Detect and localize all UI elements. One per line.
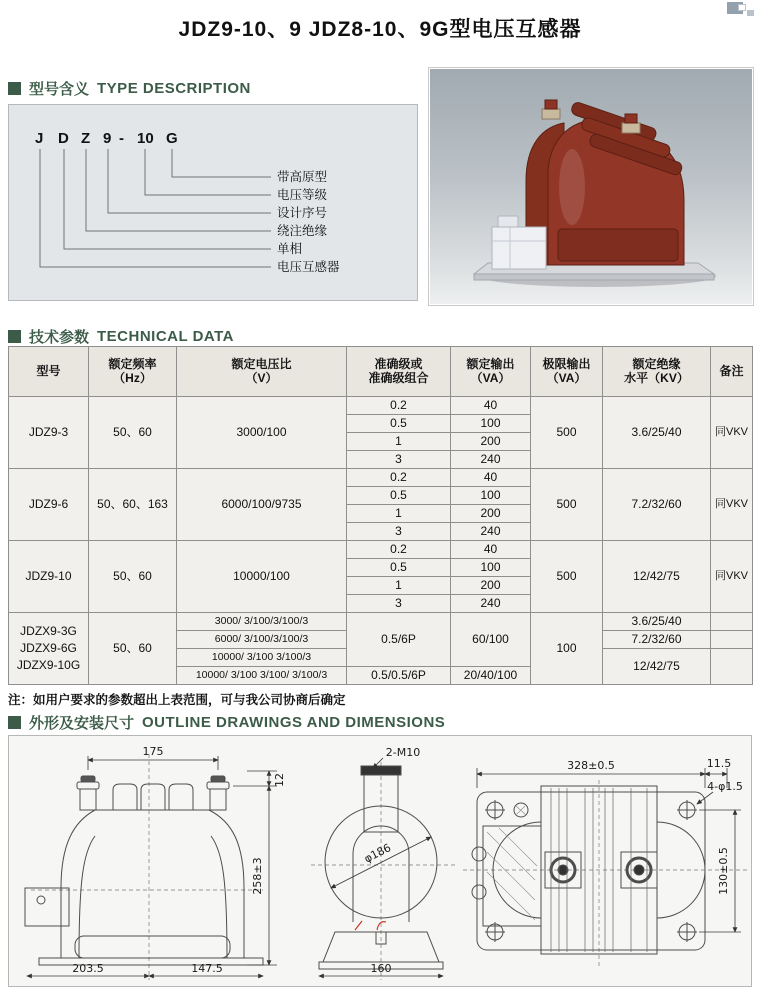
cell-output: 240 xyxy=(451,451,531,469)
cell-accuracy: 0.5 xyxy=(347,487,451,505)
type-connector-lines xyxy=(9,105,417,300)
cell-accuracy: 0.2 xyxy=(347,397,451,415)
cell-output: 200 xyxy=(451,577,531,595)
table-note: 注：如用户要求的参数超出上表范围，可与我公司协商后确定 xyxy=(8,693,346,707)
type-label: 电压等级 xyxy=(277,188,328,202)
type-label: 带高原型 xyxy=(277,170,328,184)
cell-accuracy: 1 xyxy=(347,577,451,595)
table-row xyxy=(9,541,753,559)
col-output: 额定输出 （VA） xyxy=(451,347,531,397)
cell-model: JDZ9-3 xyxy=(9,397,89,469)
cell-limit: 500 xyxy=(531,469,603,541)
type-label: 设计序号 xyxy=(277,206,328,220)
cell-accuracy: 0.2 xyxy=(347,469,451,487)
cell-insulation: 3.6/25/40 xyxy=(603,397,711,469)
section-title-en: TYPE DESCRIPTION xyxy=(97,80,251,97)
section-technical-data xyxy=(8,326,234,347)
cell-ratio: 3000/100 xyxy=(177,397,347,469)
col-accuracy: 准确级或 准确级组合 xyxy=(347,347,451,397)
dim-edge: 11.5 xyxy=(706,757,732,770)
cell-model: JDZ9-10 xyxy=(9,541,89,613)
cell-ratio: 6000/100/9735 xyxy=(177,469,347,541)
cell-accuracy: 3 xyxy=(347,451,451,469)
drawing-front-view xyxy=(303,740,463,983)
outline-drawings-box xyxy=(8,735,752,987)
type-label: 单相 xyxy=(277,242,303,256)
section-outline-dimensions xyxy=(8,712,445,733)
cell-accuracy: 0.5 xyxy=(347,559,451,577)
cell-output: 240 xyxy=(451,595,531,613)
cell-insulation: 12/42/75 xyxy=(603,541,711,613)
cell-output: 200 xyxy=(451,505,531,523)
type-code-char: J xyxy=(35,130,44,147)
cell-accuracy: 1 xyxy=(347,433,451,451)
cell-output: 100 xyxy=(451,559,531,577)
table-row xyxy=(9,469,753,487)
cell-output: 100 xyxy=(451,487,531,505)
dim-length: 328±0.5 xyxy=(567,759,615,772)
cell-accuracy: 0.5/0.5/6P xyxy=(347,667,451,685)
section-bullet-icon xyxy=(8,82,21,95)
cell-ratio: 10000/ 3/100 3/100/3 xyxy=(177,649,347,667)
col-ratio: 额定电压比 （V） xyxy=(177,347,347,397)
table-row xyxy=(9,613,753,631)
technical-data-table xyxy=(8,346,753,685)
type-code-char: - xyxy=(119,130,124,147)
dim-offset-top: 12 xyxy=(273,773,286,787)
section-title-cn: 型号含义 xyxy=(29,81,90,98)
cell-freq: 50、60 xyxy=(89,613,177,685)
cell-output: 40 xyxy=(451,469,531,487)
dim-width: 130±0.5 xyxy=(717,847,730,895)
col-frequency: 额定频率 （Hz） xyxy=(89,347,177,397)
logo-square xyxy=(747,10,754,16)
cell-insulation: 7.2/32/60 xyxy=(603,469,711,541)
type-label: 绕注绝缘 xyxy=(277,224,328,238)
dim-width-top: 175 xyxy=(142,745,164,758)
product-photo xyxy=(428,67,754,306)
section-bullet-icon xyxy=(8,330,21,343)
cell-output: 20/40/100 xyxy=(451,667,531,685)
section-title-cn: 外形及安装尺寸 xyxy=(29,715,135,732)
cell-model: JDZ9-6 xyxy=(9,469,89,541)
table-header-row xyxy=(9,347,753,397)
dim-holes: 4-φ1.5 xyxy=(707,780,743,793)
type-designation-box xyxy=(8,104,418,301)
cell-freq: 50、60、163 xyxy=(89,469,177,541)
cell-freq: 50、60 xyxy=(89,397,177,469)
cell-remark xyxy=(711,631,753,649)
section-title-cn: 技术参数 xyxy=(29,329,90,346)
dim-base-left: 203.5 xyxy=(72,962,104,975)
cell-output: 200 xyxy=(451,433,531,451)
section-bullet-icon xyxy=(8,716,21,729)
drawing-side-view xyxy=(11,740,301,983)
cell-limit: 500 xyxy=(531,397,603,469)
cell-accuracy: 0.5/6P xyxy=(347,613,451,667)
cell-accuracy: 0.5 xyxy=(347,415,451,433)
cell-output: 60/100 xyxy=(451,613,531,667)
cell-output: 40 xyxy=(451,541,531,559)
cell-remark: 同VKV xyxy=(711,541,753,613)
cell-output: 40 xyxy=(451,397,531,415)
cell-ratio: 10000/ 3/100 3/100/ 3/100/3 xyxy=(177,667,347,685)
drawing-top-view xyxy=(459,740,751,983)
dim-base-right: 147.5 xyxy=(191,962,223,975)
table-row xyxy=(9,397,753,415)
cell-insulation: 12/42/75 xyxy=(603,649,711,685)
corner-logo-icon xyxy=(727,2,757,20)
cell-ratio: 6000/ 3/100/3/100/3 xyxy=(177,631,347,649)
cell-model: JDZX9-3G JDZX9-6G JDZX9-10G xyxy=(9,613,89,685)
cell-accuracy: 3 xyxy=(347,595,451,613)
cell-limit: 500 xyxy=(531,541,603,613)
cell-freq: 50、60 xyxy=(89,541,177,613)
logo-square xyxy=(738,4,746,11)
dim-height: 258±3 xyxy=(251,857,264,895)
page-title: JDZ9-10、9 JDZ8-10、9G型电压互感器 xyxy=(178,18,582,41)
cell-insulation: 3.6/25/40 xyxy=(603,613,711,631)
dim-diameter: φ186 xyxy=(362,841,394,866)
cell-output: 240 xyxy=(451,523,531,541)
section-type-description xyxy=(8,78,251,99)
transformer-illustration xyxy=(430,69,752,304)
type-code-char: Z xyxy=(81,130,91,147)
col-limit-output: 极限输出 （VA） xyxy=(531,347,603,397)
col-remark: 备注 xyxy=(711,347,753,397)
cell-remark: 同VKV xyxy=(711,469,753,541)
dim-base-width: 160 xyxy=(370,962,392,975)
col-insulation: 额定绝缘 水平（KV） xyxy=(603,347,711,397)
type-code-char: G xyxy=(166,130,178,147)
cell-accuracy: 0.2 xyxy=(347,541,451,559)
dim-bolts: 2-M10 xyxy=(385,746,421,759)
type-code-char: D xyxy=(58,130,69,147)
cell-ratio: 10000/100 xyxy=(177,541,347,613)
cell-remark xyxy=(711,613,753,631)
cell-remark xyxy=(711,649,753,685)
section-title-en: OUTLINE DRAWINGS AND DIMENSIONS xyxy=(142,714,446,731)
cell-limit: 100 xyxy=(531,613,603,685)
type-code-char: 10 xyxy=(137,130,154,147)
cell-output: 100 xyxy=(451,415,531,433)
col-model: 型号 xyxy=(9,347,89,397)
cell-ratio: 3000/ 3/100/3/100/3 xyxy=(177,613,347,631)
section-title-en: TECHNICAL DATA xyxy=(97,328,235,345)
type-label: 电压互感器 xyxy=(277,260,340,274)
type-code-char: 9 xyxy=(103,130,112,147)
cell-accuracy: 3 xyxy=(347,523,451,541)
cell-accuracy: 1 xyxy=(347,505,451,523)
cell-insulation: 7.2/32/60 xyxy=(603,631,711,649)
cell-remark: 同VKV xyxy=(711,397,753,469)
